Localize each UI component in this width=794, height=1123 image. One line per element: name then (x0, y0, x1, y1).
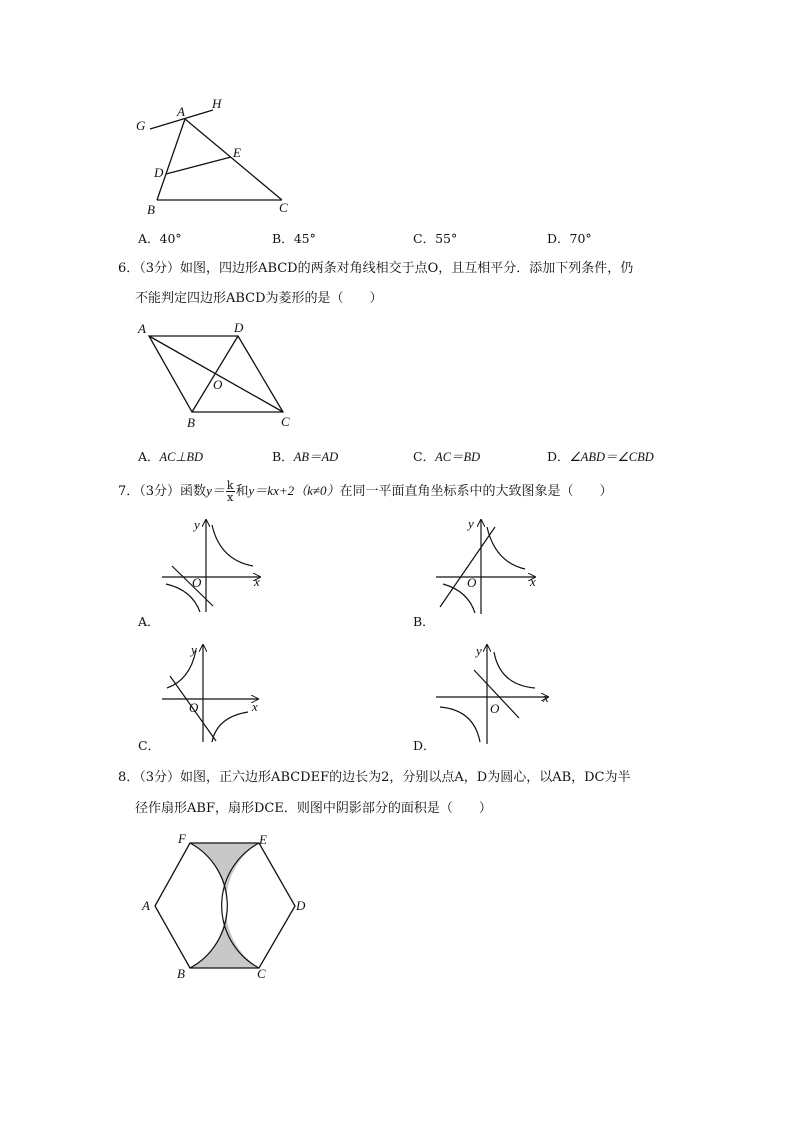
y-label: y (191, 642, 197, 657)
x-label: x (530, 574, 536, 589)
label-c: C (279, 200, 288, 215)
origin-label: O (490, 701, 500, 716)
q5-option-b[interactable] (272, 229, 316, 247)
q7-graph-d (432, 640, 552, 745)
label-a: A (138, 321, 146, 336)
q8-hexagon-figure (135, 828, 315, 988)
diagonal-ac (149, 336, 283, 412)
fraction-numerator: k (226, 479, 234, 492)
label-c: C (281, 414, 290, 429)
x-label: x (252, 699, 258, 714)
question-text: 不能判定四边形ABCD为菱形的是（ ） (135, 291, 383, 306)
option-letter: B． (272, 449, 294, 464)
q7-graph-a (158, 515, 268, 615)
x-label: x (543, 690, 549, 705)
q7-graph-c (158, 640, 268, 745)
question-number: 6． (118, 261, 140, 276)
q5-option-a[interactable] (138, 229, 182, 247)
shaded-region-top (190, 843, 259, 906)
line-graph (440, 527, 495, 607)
fraction-denominator: x (227, 491, 234, 504)
q6-option-a[interactable] (138, 447, 203, 465)
option-letter: B． (272, 231, 294, 246)
label-d: D (296, 898, 306, 913)
q7-option-d[interactable]: D． (413, 738, 436, 753)
q7-option-c[interactable]: C． (138, 738, 161, 753)
origin-label: O (189, 700, 199, 715)
question-text: 径作扇形ABF，扇形DCE．则图中阴影部分的面积是（ ） (135, 801, 492, 816)
origin-label: O (467, 575, 477, 590)
option-letter: C． (413, 231, 436, 246)
q8-stem-line1 (118, 769, 631, 787)
label-o: O (213, 377, 223, 392)
q5-triangle-figure (130, 95, 300, 220)
question-text: 和 (235, 484, 249, 499)
q6-stem-line1 (118, 260, 633, 278)
label-c: C (257, 966, 266, 981)
option-text: 45° (293, 231, 316, 246)
question-number: 8． (118, 770, 140, 785)
label-d: D (154, 165, 164, 180)
option-text: AB＝AD (293, 450, 339, 464)
function-y-eq: y＝ (206, 483, 225, 498)
hyperbola-branch-upper (494, 652, 535, 688)
label-b: B (177, 966, 185, 981)
option-text: 55° (435, 231, 458, 246)
question-text: （3分）如图，四边形ABCD的两条对角线相交于点O，且互相平分．添加下列条件，仍 (139, 261, 634, 276)
hyperbola-branch-lower (440, 707, 480, 742)
hyperbola-branch-lower (212, 712, 248, 742)
hyperbola-branch-upper (212, 525, 253, 566)
y-label: y (194, 517, 200, 532)
shaded-region-bottom (190, 906, 259, 968)
label-b: B (187, 415, 195, 430)
q7-option-b[interactable]: B． (413, 614, 435, 629)
segment-ab (157, 119, 185, 200)
option-text: 70° (569, 231, 592, 246)
x-label: x (254, 574, 260, 589)
q5-option-c[interactable] (413, 229, 457, 247)
question-number: 7． (118, 484, 140, 499)
label-e: E (233, 145, 241, 160)
option-text: AC⊥BD (159, 450, 204, 464)
option-text: AC＝BD (435, 450, 481, 464)
q6-option-d[interactable] (547, 447, 654, 465)
segment-de (166, 157, 231, 174)
option-letter: A． (138, 449, 160, 464)
question-text: （3分）函数 (139, 484, 207, 499)
question-text: 在同一平面直角坐标系中的大致图象是（ ） (339, 484, 613, 499)
y-label: y (468, 516, 474, 531)
q7-option-a[interactable]: A． (138, 614, 160, 629)
option-text: ∠ABD＝∠CBD (569, 450, 654, 464)
q7-stem (118, 478, 613, 505)
label-b: B (147, 202, 155, 217)
hyperbola-branch-upper (487, 527, 525, 569)
label-d: D (234, 320, 244, 335)
fraction-k-over-x (226, 480, 235, 503)
label-a: A (177, 104, 185, 119)
label-g: G (136, 118, 146, 133)
option-letter: C． (413, 449, 436, 464)
q7-graph-b (432, 515, 542, 615)
option-letter: A． (138, 231, 160, 246)
q6-rhombus-figure (135, 318, 295, 433)
y-label: y (476, 643, 482, 658)
label-h: H (212, 96, 222, 111)
origin-label: O (192, 575, 202, 590)
q8-stem-line2 (135, 800, 492, 818)
diagonal-bd (192, 336, 238, 412)
label-e: E (259, 832, 267, 847)
label-a: A (142, 898, 150, 913)
q6-option-c[interactable] (413, 447, 480, 465)
option-letter: D． (547, 449, 570, 464)
q6-stem-line2 (135, 290, 383, 308)
option-text: 40° (159, 231, 182, 246)
label-f: F (178, 831, 186, 846)
q6-option-b[interactable] (272, 447, 338, 465)
question-text: （3分）如图，正六边形ABCDEF的边长为2，分别以点A，D为圆心，以AB，DC为半 (139, 770, 631, 785)
linear-function: y＝kx+2（k≠0） (248, 483, 340, 498)
q5-option-d[interactable] (547, 229, 592, 247)
option-letter: D． (547, 231, 570, 246)
